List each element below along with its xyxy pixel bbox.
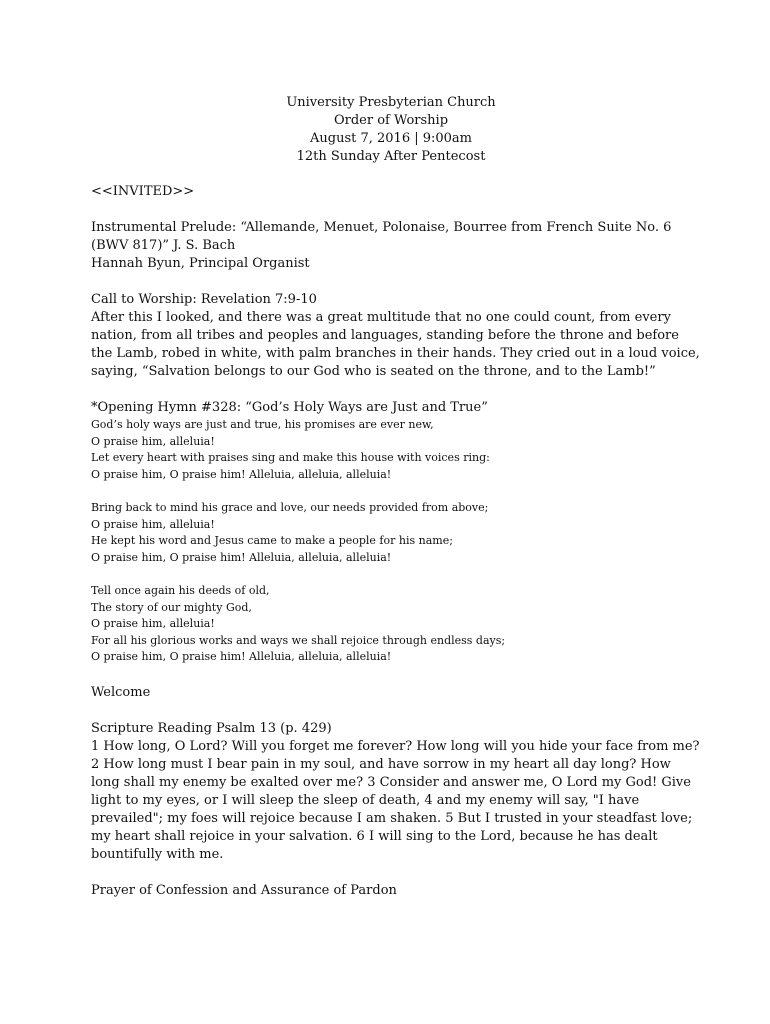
liturgical-day: 12th Sunday After Pentecost	[296, 149, 486, 164]
prelude-line: (BWV 817)” J. S. Bach	[91, 238, 236, 253]
welcome-heading: Welcome	[91, 684, 151, 700]
call-to-worship-line: After this I looked, and there was a great multitude that no one could count, from every	[91, 310, 671, 325]
hymn-line: O praise him, O praise him! Alleluia, alleluia, alleluia!	[91, 550, 392, 564]
call-to-worship-line: the Lamb, robed in white, with palm branches in their hands. They cried out in a loud voice,	[91, 346, 700, 361]
hymn-verse-2	[91, 500, 691, 566]
scripture-line: long shall my enemy be exalted over me? 3 Consider and answer me, O Lord my God! Give	[91, 774, 691, 790]
hymn-line: O praise him, alleluia!	[91, 434, 215, 448]
document-body	[91, 94, 700, 900]
hymn-line: For all his glorious works and ways we shall rejoice through endless days;	[91, 633, 506, 647]
opening-hymn-heading: *Opening Hymn #328: “God’s Holy Ways are Just and True”	[91, 400, 488, 415]
scripture-line: light to my eyes, or I will sleep the sleep of death, 4 and my enemy will say, "I have	[91, 792, 640, 808]
hymn-line: O praise him, O praise him! Alleluia, alleluia, alleluia!	[91, 467, 392, 481]
prayer-heading: Prayer of Confession and Assurance of Pardon	[91, 882, 397, 898]
hymn-line: Tell once again his deeds of old,	[91, 584, 270, 597]
scripture-line: 1 How long, O Lord? Will you forget me forever? How long will you hide your face from me?	[91, 738, 700, 754]
call-to-worship-section	[91, 291, 700, 381]
service-date: August 7, 2016 | 9:00am	[309, 131, 473, 146]
hymn-line: O praise him, alleluia!	[91, 617, 215, 630]
hymn-line: Let every heart with praises sing and make this house with voices ring:	[91, 451, 490, 464]
hymn-line: O praise him, O praise him! Alleluia, alleluia, alleluia!	[91, 650, 392, 663]
hymn-verse-3	[91, 583, 691, 666]
scripture-line: 2 How long must I bear pain in my soul, and have sorrow in my heart all day long? How	[91, 756, 671, 772]
scripture-line: bountifully with me.	[91, 846, 224, 862]
call-to-worship-heading: Call to Worship: Revelation 7:9-10	[91, 292, 317, 307]
call-to-worship-line: saying, “Salvation belongs to our God who is seated on the throne, and to the Lamb!”	[91, 364, 656, 379]
prelude-section	[91, 219, 691, 273]
hymn-line: Bring back to mind his grace and love, our needs provided from above;	[91, 501, 489, 514]
hymn-line: God’s holy ways are just and true, his promises are ever new,	[91, 418, 434, 431]
call-to-worship-line: nation, from all tribes and peoples and languages, standing before the throne and before	[91, 328, 679, 343]
opening-hymn-section	[91, 399, 691, 666]
hymn-verse-1	[91, 417, 691, 483]
scripture-section	[91, 720, 700, 864]
document-title: Order of Worship	[333, 113, 449, 128]
church-name: University Presbyterian Church	[286, 95, 496, 110]
scripture-line: my heart shall rejoice in your salvation. 6 I will sing to the Lord, because he has dealt	[91, 828, 658, 844]
hymn-line: O praise him, alleluia!	[91, 517, 215, 531]
prelude-performer: Hannah Byun, Principal Organist	[91, 256, 310, 271]
prelude-line: Instrumental Prelude: “Allemande, Menuet, Polonaise, Bourree from French Suite No. 6	[91, 220, 672, 235]
hymn-line: The story of our mighty God,	[91, 600, 252, 614]
invited-placeholder: <<INVITED>>	[91, 184, 195, 199]
scripture-heading: Scripture Reading Psalm 13 (p. 429)	[91, 720, 332, 736]
hymn-line: He kept his word and Jesus came to make a people for his name;	[91, 534, 453, 547]
bulletin-header	[91, 94, 691, 166]
scripture-line: prevailed"; my foes will rejoice because I am shaken. 5 But I trusted in your steadfast love;	[91, 810, 693, 826]
